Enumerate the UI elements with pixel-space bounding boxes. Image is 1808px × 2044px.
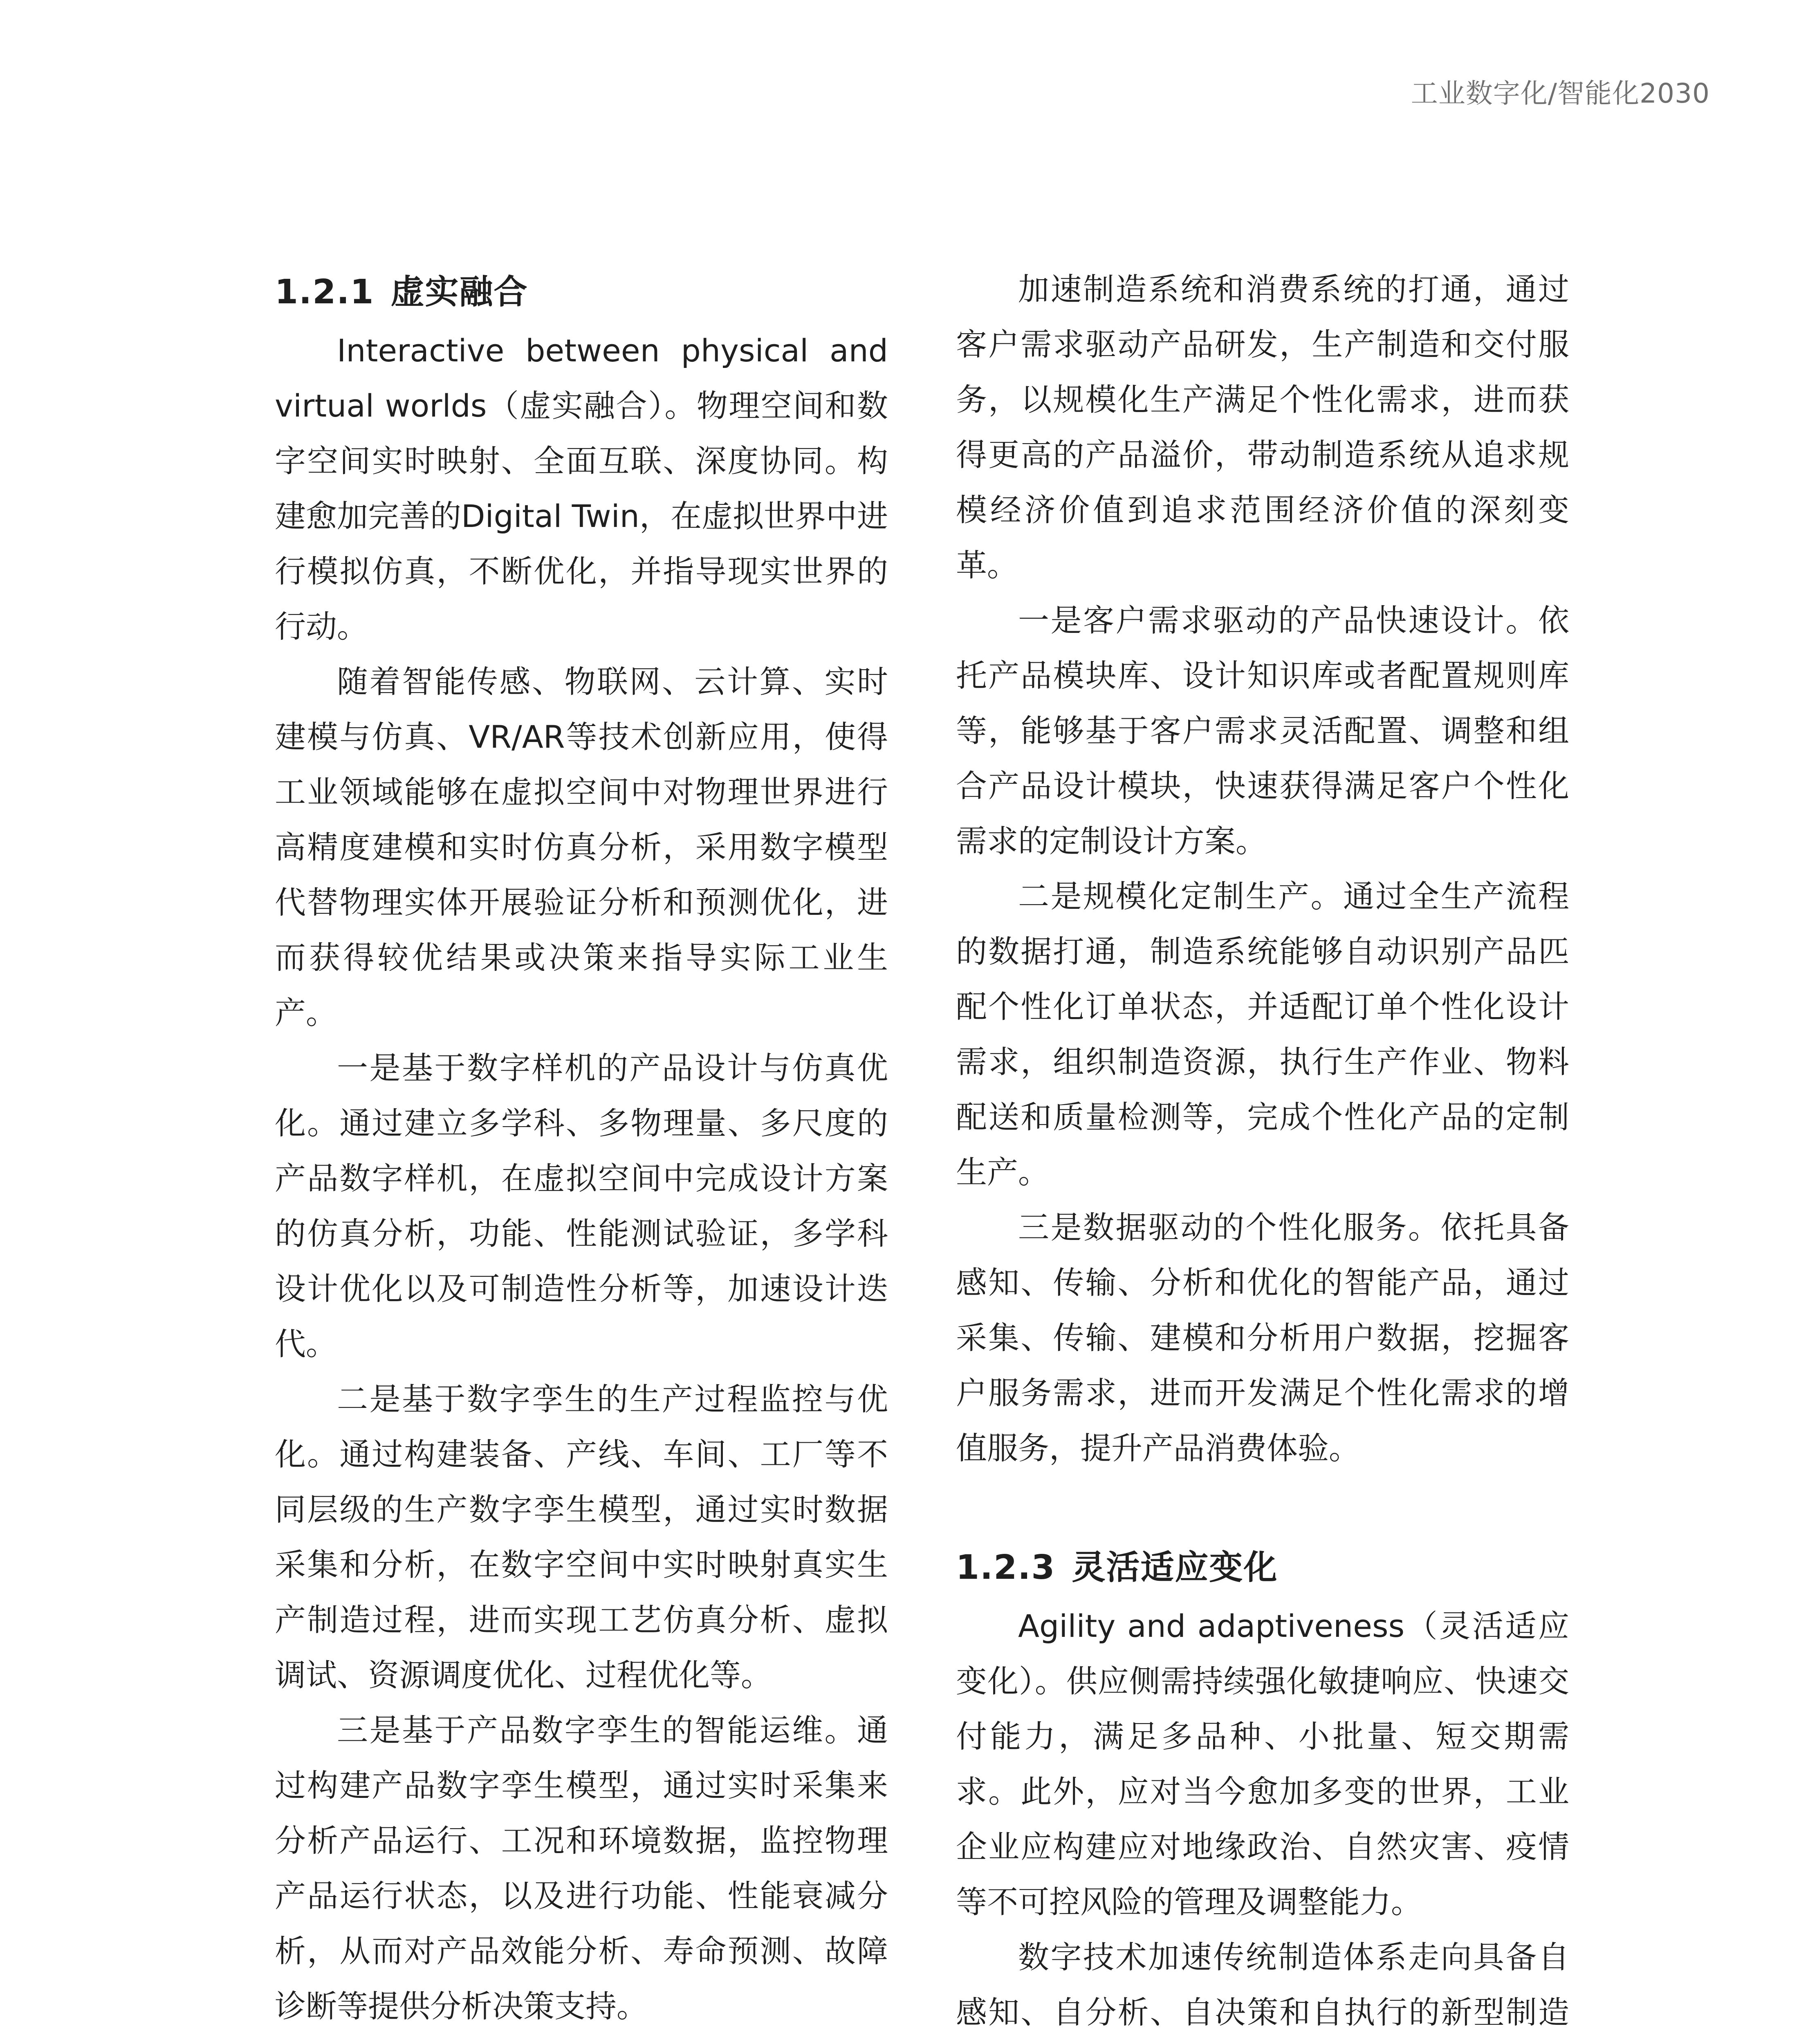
right-column [956, 262, 1569, 2044]
section-number: 1.2.3 [956, 1548, 1056, 1587]
section-number: 1.2.1 [275, 273, 375, 312]
paragraph: 三是基于产品数字孪生的智能运维。通过构建产品数字孪生模型，通过实时采集来分析产品运行、工况和环境数据，监控物理产品运行状态，以及进行功能、性能衰减分析，从而对产品效能分析、寿命预测、故障诊断等提供分析决策支持。 [275, 1712, 888, 2024]
paragraph: 随着智能传感、物联网、云计算、实时建模与仿真、VR/AR等技术创新应用，使得工业领域能够在虚拟空间中对物理世界进行高精度建模和实时仿真分析，采用数字模型代替物理实体开展验证分析和预测优化，进而获得较优结果或决策来指导实际工业生产。 [275, 663, 888, 1031]
section-heading-1-2-1 [275, 262, 888, 323]
paragraph: Agility and adaptiveness（灵活适应变化）。供应侧需持续强化敏捷响应、快速交付能力，满足多品种、小批量、短交期需求。此外，应对当今愈加多变的世界，工业企业应构建应对地缘政治、自然灾害、疫情等不可控风险的管理及调整能力。 [956, 1608, 1569, 1920]
paragraph: Interactive between physical and virtual worlds（虚实融合）。物理空间和数字空间实时映射、全面互联、深度协同。构建愈加完善的Digital Twin，在虚拟世界中进行模拟仿真，不断优化，并指导现实世界的行动。 [275, 332, 888, 645]
section-title: 虚实融合 [390, 273, 528, 312]
paragraph: 三是数据驱动的个性化服务。依托具备感知、传输、分析和优化的智能产品，通过采集、传输、建模和分析用户数据，挖掘客户服务需求，进而开发满足个性化需求的增值服务，提升产品消费体验。 [956, 1209, 1569, 1466]
paragraph: 一是基于数字样机的产品设计与仿真优化。通过建立多学科、多物理量、多尺度的产品数字样机，在虚拟空间中完成设计方案的仿真分析，功能、性能测试验证，多学科设计优化以及可制造性分析等，加速设计迭代。 [275, 1050, 888, 1362]
paragraph: 二是规模化定制生产。通过全生产流程的数据打通，制造系统能够自动识别产品匹配个性化订单状态，并适配订单个性化设计需求，组织制造资源，执行生产作业、物料配送和质量检测等，完成个性化产品的定制生产。 [956, 878, 1569, 1190]
section-heading-1-2-3 [956, 1537, 1569, 1598]
paragraph: 加速制造系统和消费系统的打通，通过客户需求驱动产品研发，生产制造和交付服务，以规模化生产满足个性化需求，进而获得更高的产品溢价，带动制造系统从追求规模经济价值到追求范围经济价值的深刻变革。 [956, 271, 1569, 583]
paragraph: 一是客户需求驱动的产品快速设计。依托产品模块库、设计知识库或者配置规则库等，能够基于客户需求灵活配置、调整和组合产品设计模块，快速获得满足客户个性化需求的定制设计方案。 [956, 602, 1569, 859]
running-header-title: 工业数字化/智能化2030 [1411, 78, 1710, 109]
paragraph: 数字技术加速传统制造体系走向具备自感知、自分析、自决策和自执行的新型制造 [956, 1939, 1569, 2031]
paragraph: 二是基于数字孪生的生产过程监控与优化。通过构建装备、产线、车间、工厂等不同层级的生产数字孪生模型，通过实时数据采集和分析，在数字空间中实时映射真实生产制造过程，进而实现工艺仿真分析、虚拟调试、资源调度优化、过程优化等。 [275, 1381, 888, 1693]
left-column [275, 262, 888, 2044]
section-title: 灵活适应变化 [1072, 1548, 1278, 1587]
